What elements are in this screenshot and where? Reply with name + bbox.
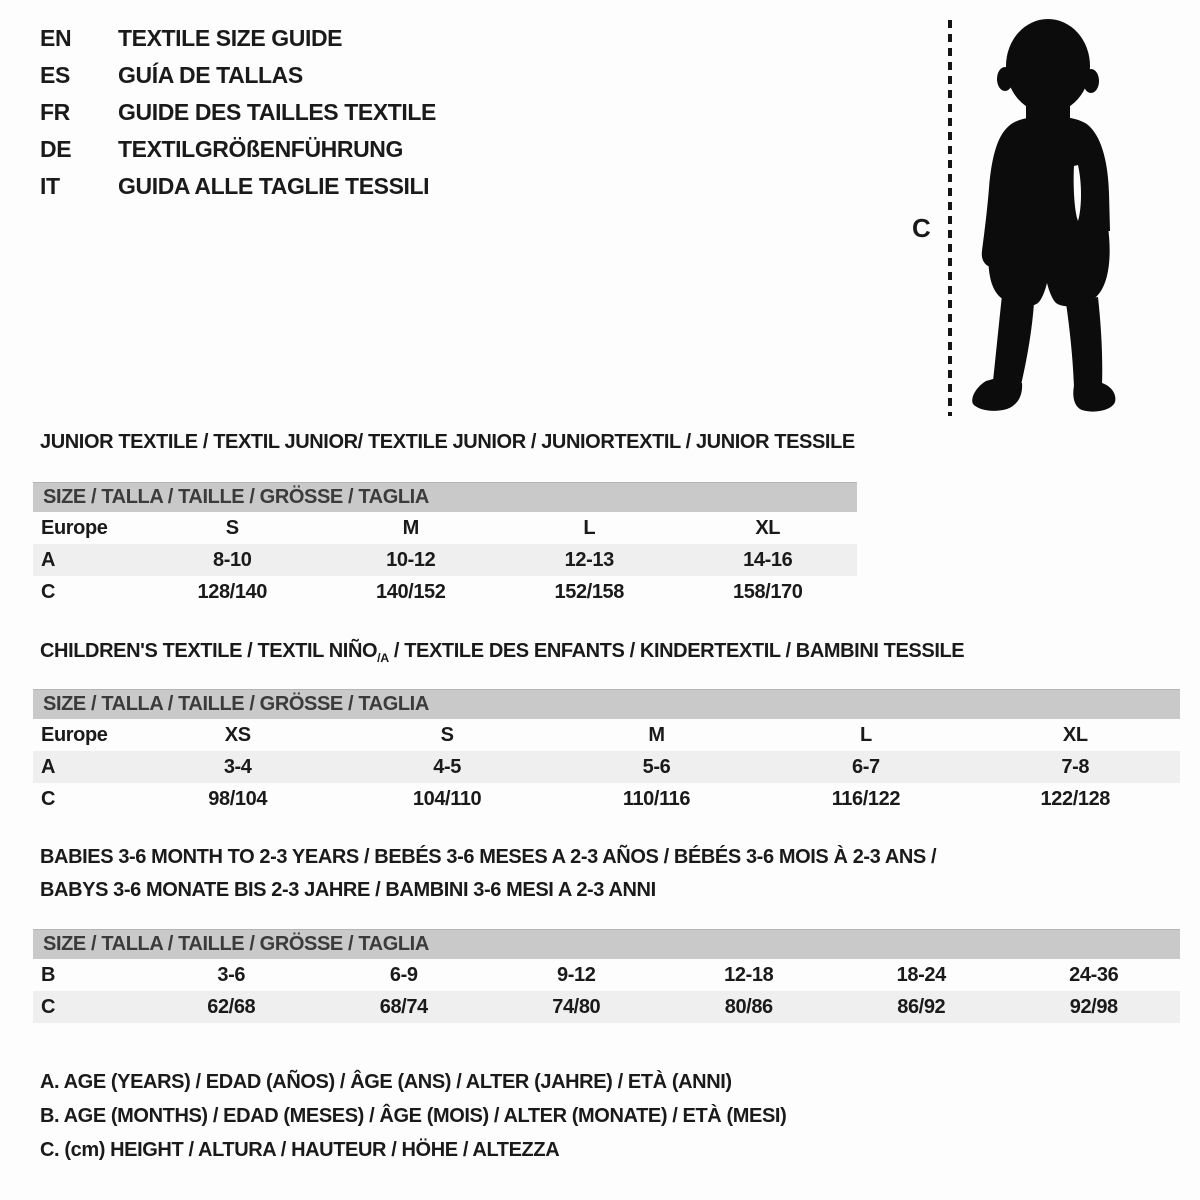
children-section-title — [40, 640, 964, 670]
language-row-es — [40, 57, 436, 94]
measure-c-label: C — [912, 213, 931, 243]
height-cell: 158/170 — [733, 580, 803, 603]
age-cell: 10-12 — [386, 548, 436, 571]
table-row-europe — [33, 512, 857, 544]
language-code: EN — [40, 25, 72, 51]
row-label: C — [41, 995, 56, 1018]
height-cell: 140/152 — [376, 580, 446, 603]
legend-line-b: B. AGE (MONTHS) / EDAD (MESES) / ÂGE (MOIS) / ALTER (MONATE) / ETÀ (MESI) — [40, 1105, 787, 1127]
language-row-fr — [40, 94, 436, 131]
age-cell: 12-18 — [724, 963, 774, 986]
language-row-it — [40, 168, 436, 205]
height-dashed-line — [948, 20, 952, 416]
table-row-height — [33, 991, 1180, 1023]
age-cell: 8-10 — [213, 548, 252, 571]
table-row-height — [33, 783, 1180, 815]
row-label: C — [41, 580, 56, 603]
table-row-europe — [33, 719, 1180, 751]
junior-section-title: JUNIOR TEXTILE / TEXTIL JUNIOR/ TEXTILE JUNIOR / JUNIORTEXTIL / JUNIOR TESSILE — [40, 431, 855, 453]
row-label: Europe — [41, 723, 108, 746]
age-cell: 9-12 — [557, 963, 596, 986]
language-row-de — [40, 131, 436, 168]
height-cell: 122/128 — [1040, 787, 1111, 810]
size-cell: XL — [755, 516, 781, 539]
size-cell: XL — [1062, 723, 1088, 746]
language-title: GUIDE DES TAILLES TEXTILE — [118, 99, 436, 125]
height-cell: 104/110 — [412, 787, 482, 810]
size-cell: M — [402, 516, 419, 539]
age-cell: 5-6 — [642, 755, 671, 778]
height-cell: 62/68 — [207, 995, 256, 1018]
language-code: IT — [40, 173, 60, 199]
table-row-age-years — [33, 544, 857, 576]
age-cell: 18-24 — [896, 963, 946, 986]
size-cell: L — [583, 516, 596, 539]
height-cell: 86/92 — [897, 995, 946, 1018]
language-title: TEXTILE SIZE GUIDE — [118, 25, 343, 51]
language-title: GUÍA DE TALLAS — [118, 62, 303, 88]
height-cell: 74/80 — [552, 995, 601, 1018]
toddler-silhouette-image — [962, 13, 1142, 418]
age-cell: 14-16 — [743, 548, 793, 571]
age-cell: 6-7 — [852, 755, 880, 778]
age-cell: 7-8 — [1061, 755, 1090, 778]
age-cell: 3-6 — [217, 963, 246, 986]
size-header-bar: SIZE / TALLA / TAILLE / GRÖSSE / TAGLIA — [33, 689, 1180, 719]
legend-line-a: A. AGE (YEARS) / EDAD (AÑOS) / ÂGE (ANS) / ALTER (JAHRE) / ETÀ (ANNI) — [40, 1071, 732, 1093]
language-code: DE — [40, 136, 72, 162]
height-cell: 68/74 — [379, 995, 428, 1018]
age-cell: 24-36 — [1069, 963, 1119, 986]
children-title-sub: /A — [377, 651, 389, 665]
height-cell: 92/98 — [1069, 995, 1118, 1018]
height-cell: 152/158 — [554, 580, 624, 603]
size-cell: XS — [224, 723, 251, 746]
age-cell: 3-4 — [223, 755, 252, 778]
height-cell: 98/104 — [208, 787, 268, 810]
children-size-table — [33, 689, 1180, 815]
row-label: C — [41, 787, 56, 810]
row-label: A — [41, 755, 56, 778]
row-label: Europe — [41, 516, 108, 539]
language-code: ES — [40, 62, 70, 88]
measurement-legend — [40, 1065, 786, 1167]
legend-line-c: C. (cm) HEIGHT / ALTURA / HAUTEUR / HÖHE / ALTEZZA — [40, 1139, 560, 1161]
babies-section-title-line1: BABIES 3-6 MONTH TO 2-3 YEARS / BEBÉS 3-6 MESES A 2-3 AÑOS / BÉBÉS 3-6 MOIS À 2-3 ANS / — [40, 846, 937, 868]
age-cell: 4-5 — [433, 755, 461, 778]
height-cell: 80/86 — [724, 995, 773, 1018]
table-row-age-years — [33, 751, 1180, 783]
size-cell: S — [440, 723, 454, 746]
children-title-pre: CHILDREN'S TEXTILE / TEXTIL NIÑO — [40, 640, 378, 662]
junior-size-table — [33, 482, 857, 608]
size-cell: M — [648, 723, 665, 746]
row-label: A — [41, 548, 56, 571]
size-cell: L — [859, 723, 872, 746]
height-cell: 110/116 — [622, 787, 691, 810]
size-cell: S — [225, 516, 239, 539]
age-cell: 6-9 — [389, 963, 418, 986]
language-title: GUIDA ALLE TAGLIE TESSILI — [118, 173, 430, 199]
table-row-height — [33, 576, 857, 608]
age-cell: 12-13 — [564, 548, 614, 571]
size-header-bar: SIZE / TALLA / TAILLE / GRÖSSE / TAGLIA — [33, 482, 857, 512]
language-code: FR — [40, 99, 70, 125]
language-row-en — [40, 20, 436, 57]
babies-size-table — [33, 929, 1180, 1023]
language-title: TEXTILGRÖßENFÜHRUNG — [118, 136, 403, 162]
size-header-bar: SIZE / TALLA / TAILLE / GRÖSSE / TAGLIA — [33, 929, 1180, 959]
row-label: B — [41, 963, 56, 986]
table-row-age-months — [33, 959, 1180, 991]
language-title-list — [40, 20, 436, 205]
children-title-post: / TEXTILE DES ENFANTS / KINDERTEXTIL / BAMBINI TESSILE — [388, 640, 965, 662]
height-cell: 128/140 — [197, 580, 267, 603]
babies-section-title-line2: BABYS 3-6 MONATE BIS 2-3 JAHRE / BAMBINI 3-6 MESI A 2-3 ANNI — [40, 879, 656, 901]
height-cell: 116/122 — [831, 787, 901, 810]
